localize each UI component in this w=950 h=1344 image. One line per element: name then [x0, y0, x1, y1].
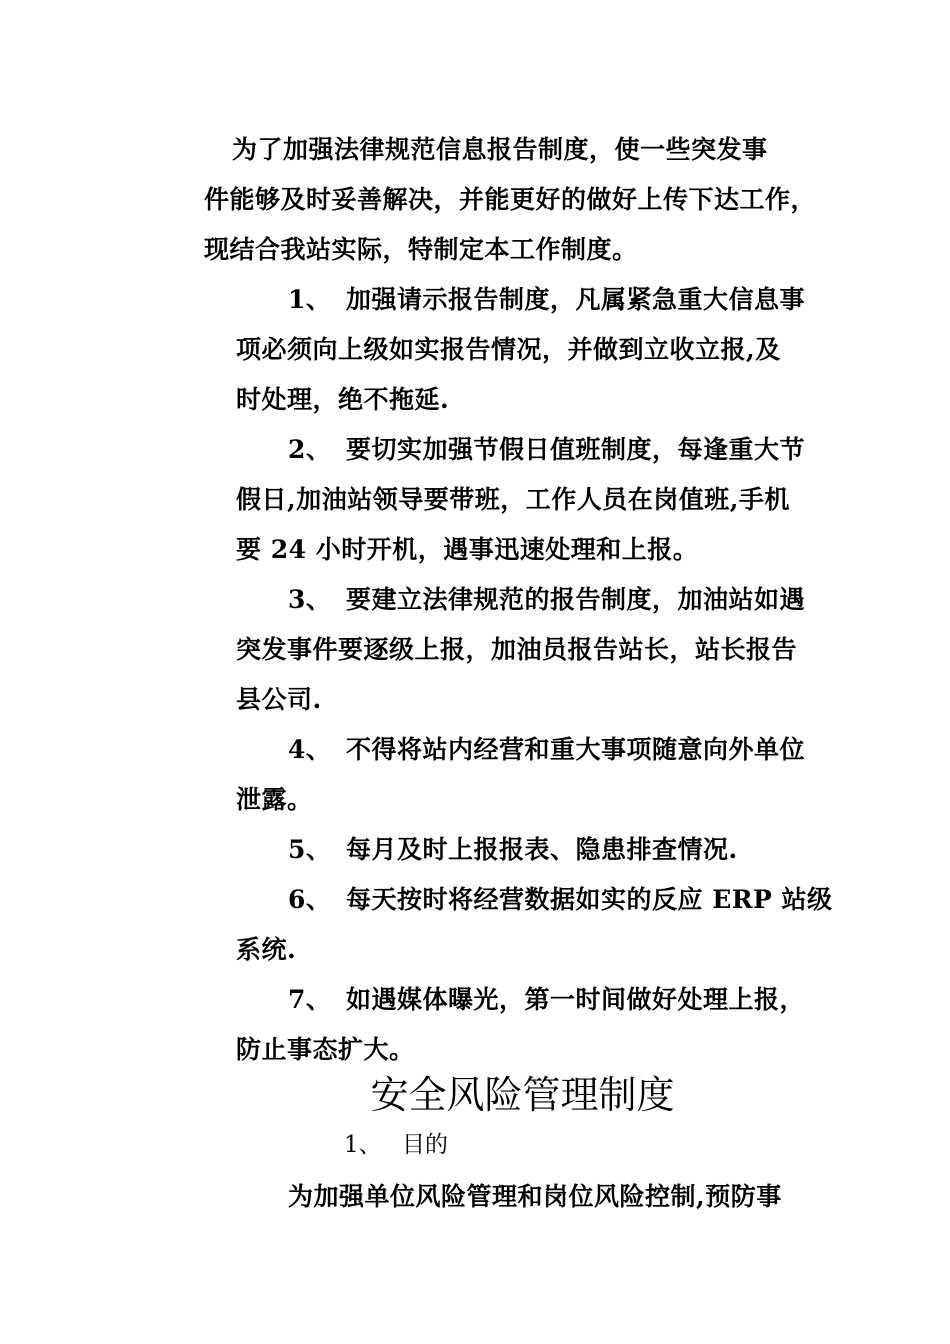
subheading-number: 1、	[344, 1132, 382, 1158]
item-5-line-1: 每月及时上报报表、隐患排查情况.	[346, 835, 738, 864]
section-subheading	[344, 1130, 448, 1160]
item-7-line-1: 如遇媒体曝光，第一时间做好处理上报，	[346, 985, 806, 1014]
item-7-first-line	[288, 985, 805, 1015]
item-6-number: 6、	[288, 885, 332, 914]
item-3-first-line	[288, 585, 805, 615]
item-6-line-2: 系统.	[236, 935, 297, 964]
item-7-line-2: 防止事态扩大。	[236, 1035, 415, 1064]
item-2-line-3: 要 24 小时开机，遇事迅速处理和上报。	[236, 535, 699, 564]
intro-line-3: 现结合我站实际，特制定本工作制度。	[204, 235, 638, 264]
item-2-number: 2、	[288, 435, 332, 464]
intro-line-2: 件能够及时妥善解决，并能更好的做好上传下达工作，	[204, 185, 817, 214]
item-5-number: 5、	[288, 835, 332, 864]
item-2-line-2: 假日,加油站领导要带班，工作人员在岗值班,手机	[236, 485, 790, 514]
item-4-number: 4、	[288, 735, 332, 764]
item-6-line-1: 每天按时将经营数据如实的反应 ERP 站级	[346, 885, 833, 914]
section-title: 安全风险管理制度	[370, 1073, 675, 1117]
item-7-number: 7、	[288, 985, 332, 1014]
item-1-number: 1、	[288, 285, 332, 314]
section-body-line-1: 为加强单位风险管理和岗位风险控制,预防事	[288, 1182, 782, 1211]
item-4-line-2: 泄露。	[236, 785, 313, 814]
item-4-first-line	[288, 735, 805, 765]
item-1-line-3: 时处理，绝不拖延.	[236, 385, 450, 414]
item-3-line-2: 突发事件要逐级上报，加油员报告站长，站长报告	[236, 635, 798, 664]
item-3-line-1: 要建立法律规范的报告制度，加油站如遇	[346, 585, 806, 614]
item-3-number: 3、	[288, 585, 332, 614]
item-4-line-1: 不得将站内经营和重大事项随意向外单位	[346, 735, 806, 764]
item-5-first-line	[288, 835, 738, 865]
item-2-first-line	[288, 435, 805, 465]
item-2-line-1: 要切实加强节假日值班制度，每逢重大节	[346, 435, 806, 464]
subheading-label: 目的	[402, 1132, 448, 1158]
item-1-line-1: 加强请示报告制度，凡属紧急重大信息事	[346, 285, 806, 314]
item-3-line-3: 县公司.	[236, 685, 322, 714]
item-1-first-line	[288, 285, 805, 315]
item-6-first-line	[288, 885, 833, 915]
intro-line-1: 为了加强法律规范信息报告制度，使一些突发事	[232, 135, 768, 164]
item-1-line-2: 项必须向上级如实报告情况，并做到立收立报,及	[236, 335, 781, 364]
